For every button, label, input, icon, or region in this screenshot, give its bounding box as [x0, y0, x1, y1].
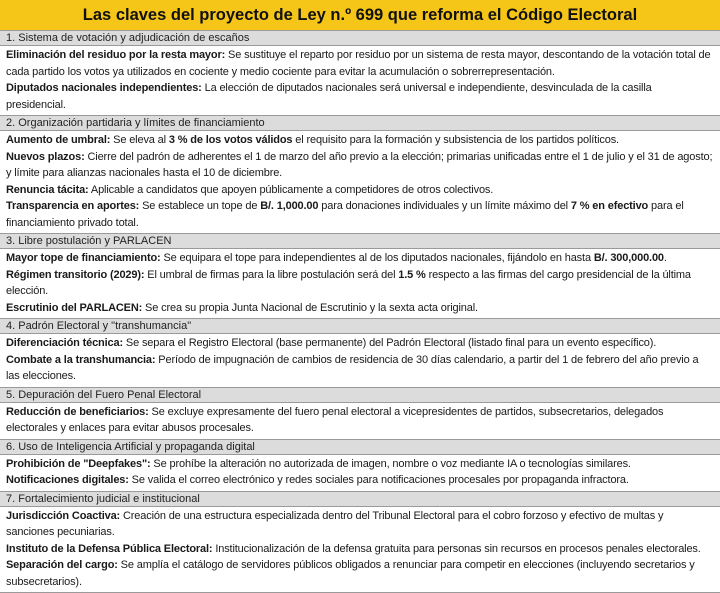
item-text: Aplicable a candidatos que apoyen públicamente a competidores de otros colectivos. — [89, 184, 494, 196]
section-items — [0, 46, 720, 115]
list-item — [6, 267, 714, 300]
item-emphasis: B/. 300,000.00 — [594, 252, 664, 264]
item-text: el requisito para la formación y subsistencia de los partidos políticos. — [292, 134, 619, 146]
list-item — [6, 472, 714, 489]
section-2 — [0, 116, 720, 234]
list-item — [6, 250, 714, 267]
item-lead: Diputados nacionales independientes: — [6, 82, 202, 94]
item-text: Se crea su propia Junta Nacional de Escrutinio y la sexta acta original. — [142, 302, 478, 314]
item-text: Se separa el Registro Electoral (base permanente) del Padrón Electoral (listado final para un evento específico). — [123, 337, 656, 349]
list-item — [6, 300, 714, 317]
list-item — [6, 541, 714, 558]
section-7 — [0, 492, 720, 593]
item-text: Se equipara el tope para independientes al de los diputados nacionales, fijándolo en hasta — [161, 252, 594, 264]
item-lead: Eliminación del residuo por la resta mayor: — [6, 49, 225, 61]
item-lead: Jurisdicción Coactiva: — [6, 510, 120, 522]
section-items — [0, 131, 720, 233]
section-3 — [0, 234, 720, 319]
section-items — [0, 455, 720, 491]
page-title: Las claves del proyecto de Ley n.º 699 que reforma el Código Electoral — [0, 0, 720, 31]
list-item — [6, 198, 714, 231]
item-text: Se establece un tope de — [139, 200, 260, 212]
item-lead: Instituto de la Defensa Pública Electoral: — [6, 543, 212, 555]
list-item — [6, 149, 714, 182]
list-item — [6, 352, 714, 385]
section-items — [0, 507, 720, 593]
list-item — [6, 508, 714, 541]
item-text: Se amplía el catálogo de servidores públicos obligados a renunciar para competir en elecciones (incluyendo secretarios y subsecretarios). — [6, 559, 695, 588]
item-emphasis: 3 % de los votos válidos — [169, 134, 293, 146]
section-header: 4. Padrón Electoral y "transhumancia" — [0, 319, 720, 334]
section-header: 2. Organización partidaria y límites de financiamiento — [0, 116, 720, 131]
list-item — [6, 456, 714, 473]
item-text: Se sustituye el reparto por residuo por un sistema de resta mayor, descontando de la votación total de cada partido los votos ya utilizados en cociente y medio cociente para evitar la acumulación o sobrerrepresentación. — [6, 49, 710, 78]
item-emphasis: 7 % en efectivo — [571, 200, 648, 212]
section-header: 5. Depuración del Fuero Penal Electoral — [0, 388, 720, 403]
item-text: Institucionalización de la defensa gratuita para personas sin recursos en procesos penales electorales. — [212, 543, 700, 555]
item-text: El umbral de firmas para la libre postulación será del — [144, 269, 398, 281]
section-1 — [0, 31, 720, 116]
item-lead: Prohibición de "Deepfakes": — [6, 458, 151, 470]
item-text: para donaciones individuales y un límite máximo del — [318, 200, 571, 212]
item-text: La elección de diputados nacionales será universal e independiente, desvinculada de la casilla presidencial. — [6, 82, 652, 111]
item-text: Se prohíbe la alteración no autorizada de imagen, nombre o voz mediante IA o tecnologías similares. — [151, 458, 631, 470]
item-lead: Combate a la transhumancia: — [6, 354, 155, 366]
item-text: Período de impugnación de cambios de residencia de 30 días calendario, a partir del 1 de febrero del año previo a las elecciones. — [6, 354, 698, 383]
item-lead: Diferenciación técnica: — [6, 337, 123, 349]
item-lead: Notificaciones digitales: — [6, 474, 129, 486]
item-lead: Transparencia en aportes: — [6, 200, 139, 212]
item-lead: Nuevos plazos: — [6, 151, 85, 163]
section-items — [0, 249, 720, 318]
list-item — [6, 132, 714, 149]
item-lead: Escrutinio del PARLACEN: — [6, 302, 142, 314]
list-item — [6, 47, 714, 80]
section-4 — [0, 319, 720, 388]
list-item — [6, 80, 714, 113]
item-lead: Renuncia tácita: — [6, 184, 89, 196]
list-item — [6, 557, 714, 590]
item-text: Se valida el correo electrónico y redes sociales para notificaciones procesales por propaganda infractora. — [129, 474, 629, 486]
sections-container — [0, 31, 720, 593]
section-6 — [0, 440, 720, 492]
list-item — [6, 335, 714, 352]
list-item — [6, 404, 714, 437]
section-header: 7. Fortalecimiento judicial e institucional — [0, 492, 720, 507]
section-header: 3. Libre postulación y PARLACEN — [0, 234, 720, 249]
section-items — [0, 334, 720, 387]
item-lead: Aumento de umbral: — [6, 134, 110, 146]
list-item — [6, 182, 714, 199]
item-lead: Régimen transitorio (2029): — [6, 269, 144, 281]
item-text: para el financiamiento privado total. — [6, 200, 684, 229]
item-emphasis: B/. 1,000.00 — [260, 200, 318, 212]
item-lead: Reducción de beneficiarios: — [6, 406, 149, 418]
item-lead: Separación del cargo: — [6, 559, 118, 571]
item-text: . — [664, 252, 667, 264]
item-text: Creación de una estructura especializada dentro del Tribunal Electoral para el cobro forzoso y efectivo de multas y sanciones pecuniarias. — [6, 510, 663, 539]
section-5 — [0, 388, 720, 440]
item-text: respecto a las firmas del cargo presidencial de la última elección. — [6, 269, 691, 298]
item-lead: Mayor tope de financiamiento: — [6, 252, 161, 264]
item-text: Se eleva al — [110, 134, 169, 146]
item-emphasis: 1.5 % — [398, 269, 425, 281]
item-text: Cierre del padrón de adherentes el 1 de marzo del año previo a la elección; primarias unificadas entre el 1 de julio y el 31 de agosto; y límite para alianzas nacionales hasta el 10 de diciembre. — [6, 151, 712, 180]
section-header: 1. Sistema de votación y adjudicación de escaños — [0, 31, 720, 46]
section-header: 6. Uso de Inteligencia Artificial y propaganda digital — [0, 440, 720, 455]
section-items — [0, 403, 720, 439]
item-text: Se excluye expresamente del fuero penal electoral a vicepresidentes de partidos, subsecretarios, delegados electorales y enlaces para evitar abusos procesales. — [6, 406, 663, 435]
